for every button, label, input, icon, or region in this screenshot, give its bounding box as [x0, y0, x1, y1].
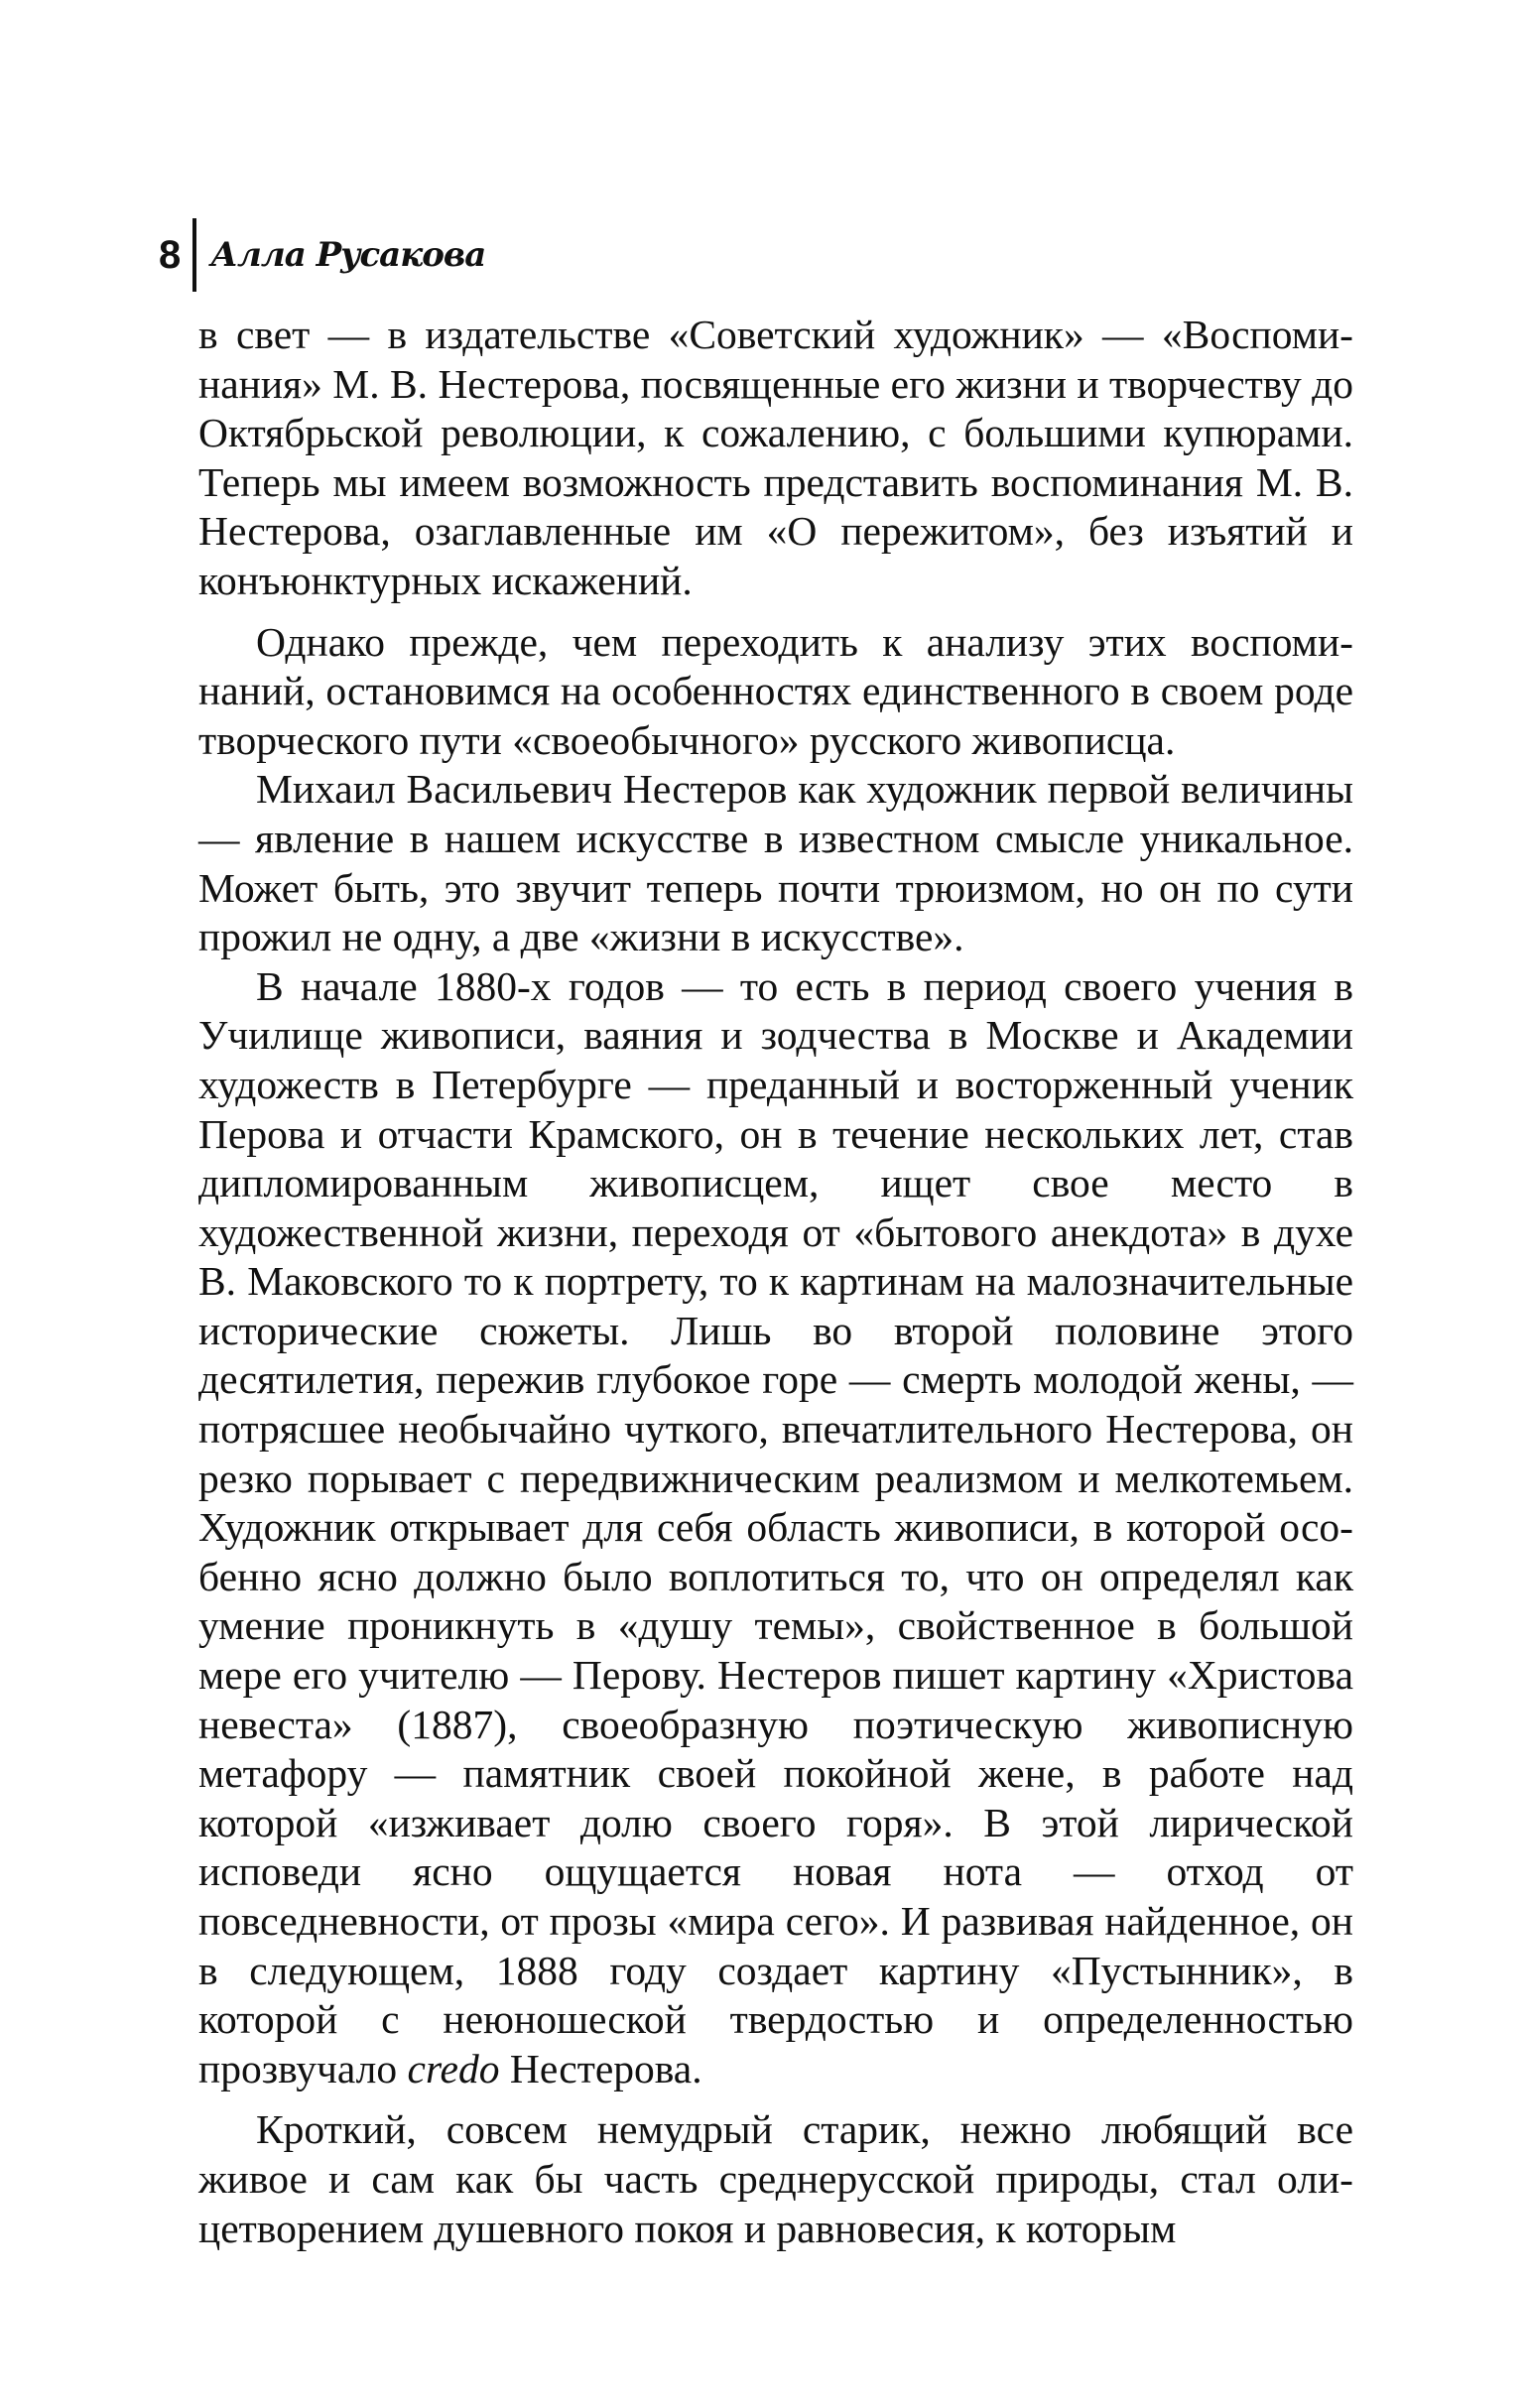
paragraph: Однако прежде, чем переходить к анализу этих воспоминаний, остановимся на особенностях единственного в своем роде творческого пути «своеобычного» русского живописца.	[198, 618, 1353, 763]
paragraph: Кроткий, совсем немудрый старик, нежно любящий все живое и сам как бы часть среднерусской природы, стал олицетворением душевного покоя и равновесия, к которым	[198, 2106, 1353, 2251]
paragraph-text: Нестерова.	[499, 2045, 702, 2091]
running-head	[159, 220, 485, 290]
page-number: 8	[159, 233, 182, 277]
body-text	[198, 311, 1353, 2253]
header-divider	[192, 218, 196, 292]
paragraph-text: В начале 1880-х годов — то есть в период своего учения в Училище живописи, ваяния и зодчества в Москве и Академии художеств в Петербурге — преданный и восторженный ученик Перова и отчасти Крамского, он в течение нескольких лет, став дипломированным живописцем, ищет свое место в художественной жизни, переходя от «бытового анекдота» в духе В. Маковского то к портрету, то к картинам на малозначительные исторические сюжеты. Лишь во второй половине этого десятилетия, пережив глубокое горе — смерть молодой жены, — потрясшее необычайно чуткого, впечатлительного Нестерова, он резко порывает с передвижническим реализмом и мелкотемьем. Художник открывает для себя область живописи, в которой особенно ясно должно было воплотиться то, что он определял как умение проникнуть в «душу темы», свойственное в большой мере его учителю — Перову. Нестеров пишет картину «Христова невеста» (1887), своеобразную поэтическую живописную метафору — памятник своей покойной жене, в работе над которой «изживает долю своего горя». В этой лирической исповеди ясно ощущается новая нота — отход от повседневности, от прозы «мира сего». И развивая найденное, он в следующем, 1888 году создает картину «Пустынник», в которой с неюношеской твердостью и определенностью прозвучало	[198, 962, 1353, 2091]
italic-term: credo	[407, 2045, 500, 2091]
author-name: Алла Русакова	[210, 235, 486, 275]
paragraph-continued: в свет — в издательстве «Советский художник» — «Воспоминания» М. В. Нестерова, посвященные его жизни и творчеству до Октябрьской революции, к сожалению, с большими купюрами. Теперь мы имеем возможность представить воспоминания М. В. Нестерова, озаглавленные им «О пережитом», без изъятий и конъюнктурных искажений.	[198, 312, 1353, 603]
paragraph: Михаил Васильевич Нестеров как художник первой величины — явление в нашем искусстве в известном смысле уникальное. Может быть, это звучит теперь почти трюизмом, но он по сути прожил не одну, а две «жизни в искусстве».	[198, 766, 1353, 960]
paragraph	[198, 962, 1353, 2094]
